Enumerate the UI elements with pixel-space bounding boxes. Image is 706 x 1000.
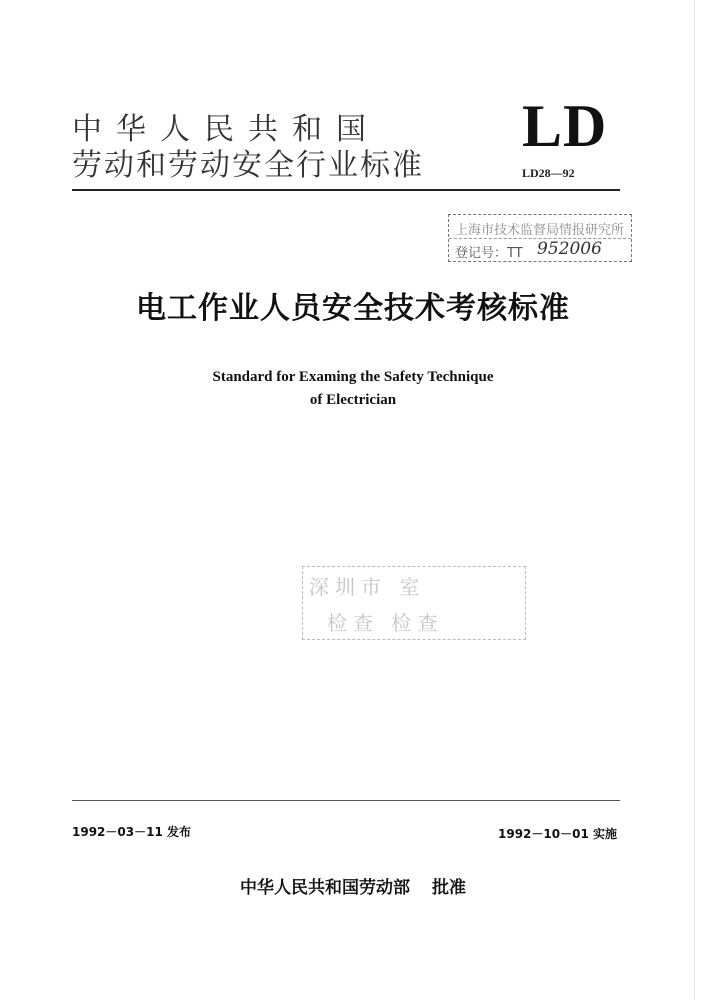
footer-rule [72,800,620,801]
approving-authority: 中华人民共和国劳动部 [240,878,410,898]
faded-inspection-stamp [302,566,526,640]
faded-stamp-line-2: 检查 检查 [327,611,444,635]
faded-stamp-line-1: 深圳市 室 [309,575,426,599]
approval-word: 批准 [432,878,466,898]
scan-edge-line [694,0,695,1000]
country-header: 中华人民共和国 [72,112,380,147]
document-title-english [0,366,706,412]
registration-stamp-label: 登记号：TT [455,246,523,261]
standard-number: LD28—92 [522,166,575,180]
registration-stamp-org: 上海市技术监督局情报研究所 [455,223,625,238]
registration-stamp [448,214,632,262]
industry-standard-header: 劳动和劳动安全行业标准 [72,148,424,183]
standard-logo: LD [522,93,608,159]
english-title-line-2: of Electrician [309,392,397,408]
registration-handwritten-number: 952006 [537,239,602,259]
approval-line [0,873,706,898]
issue-date: 1992－03－11 发布 [72,825,191,839]
effective-date: 1992－10－01 实施 [498,827,617,841]
document-title-chinese: 电工作业人员安全技术考核标准 [136,291,570,326]
header-rule [72,189,620,191]
english-title-line-1: Standard for Examing the Safety Technique [212,369,494,385]
